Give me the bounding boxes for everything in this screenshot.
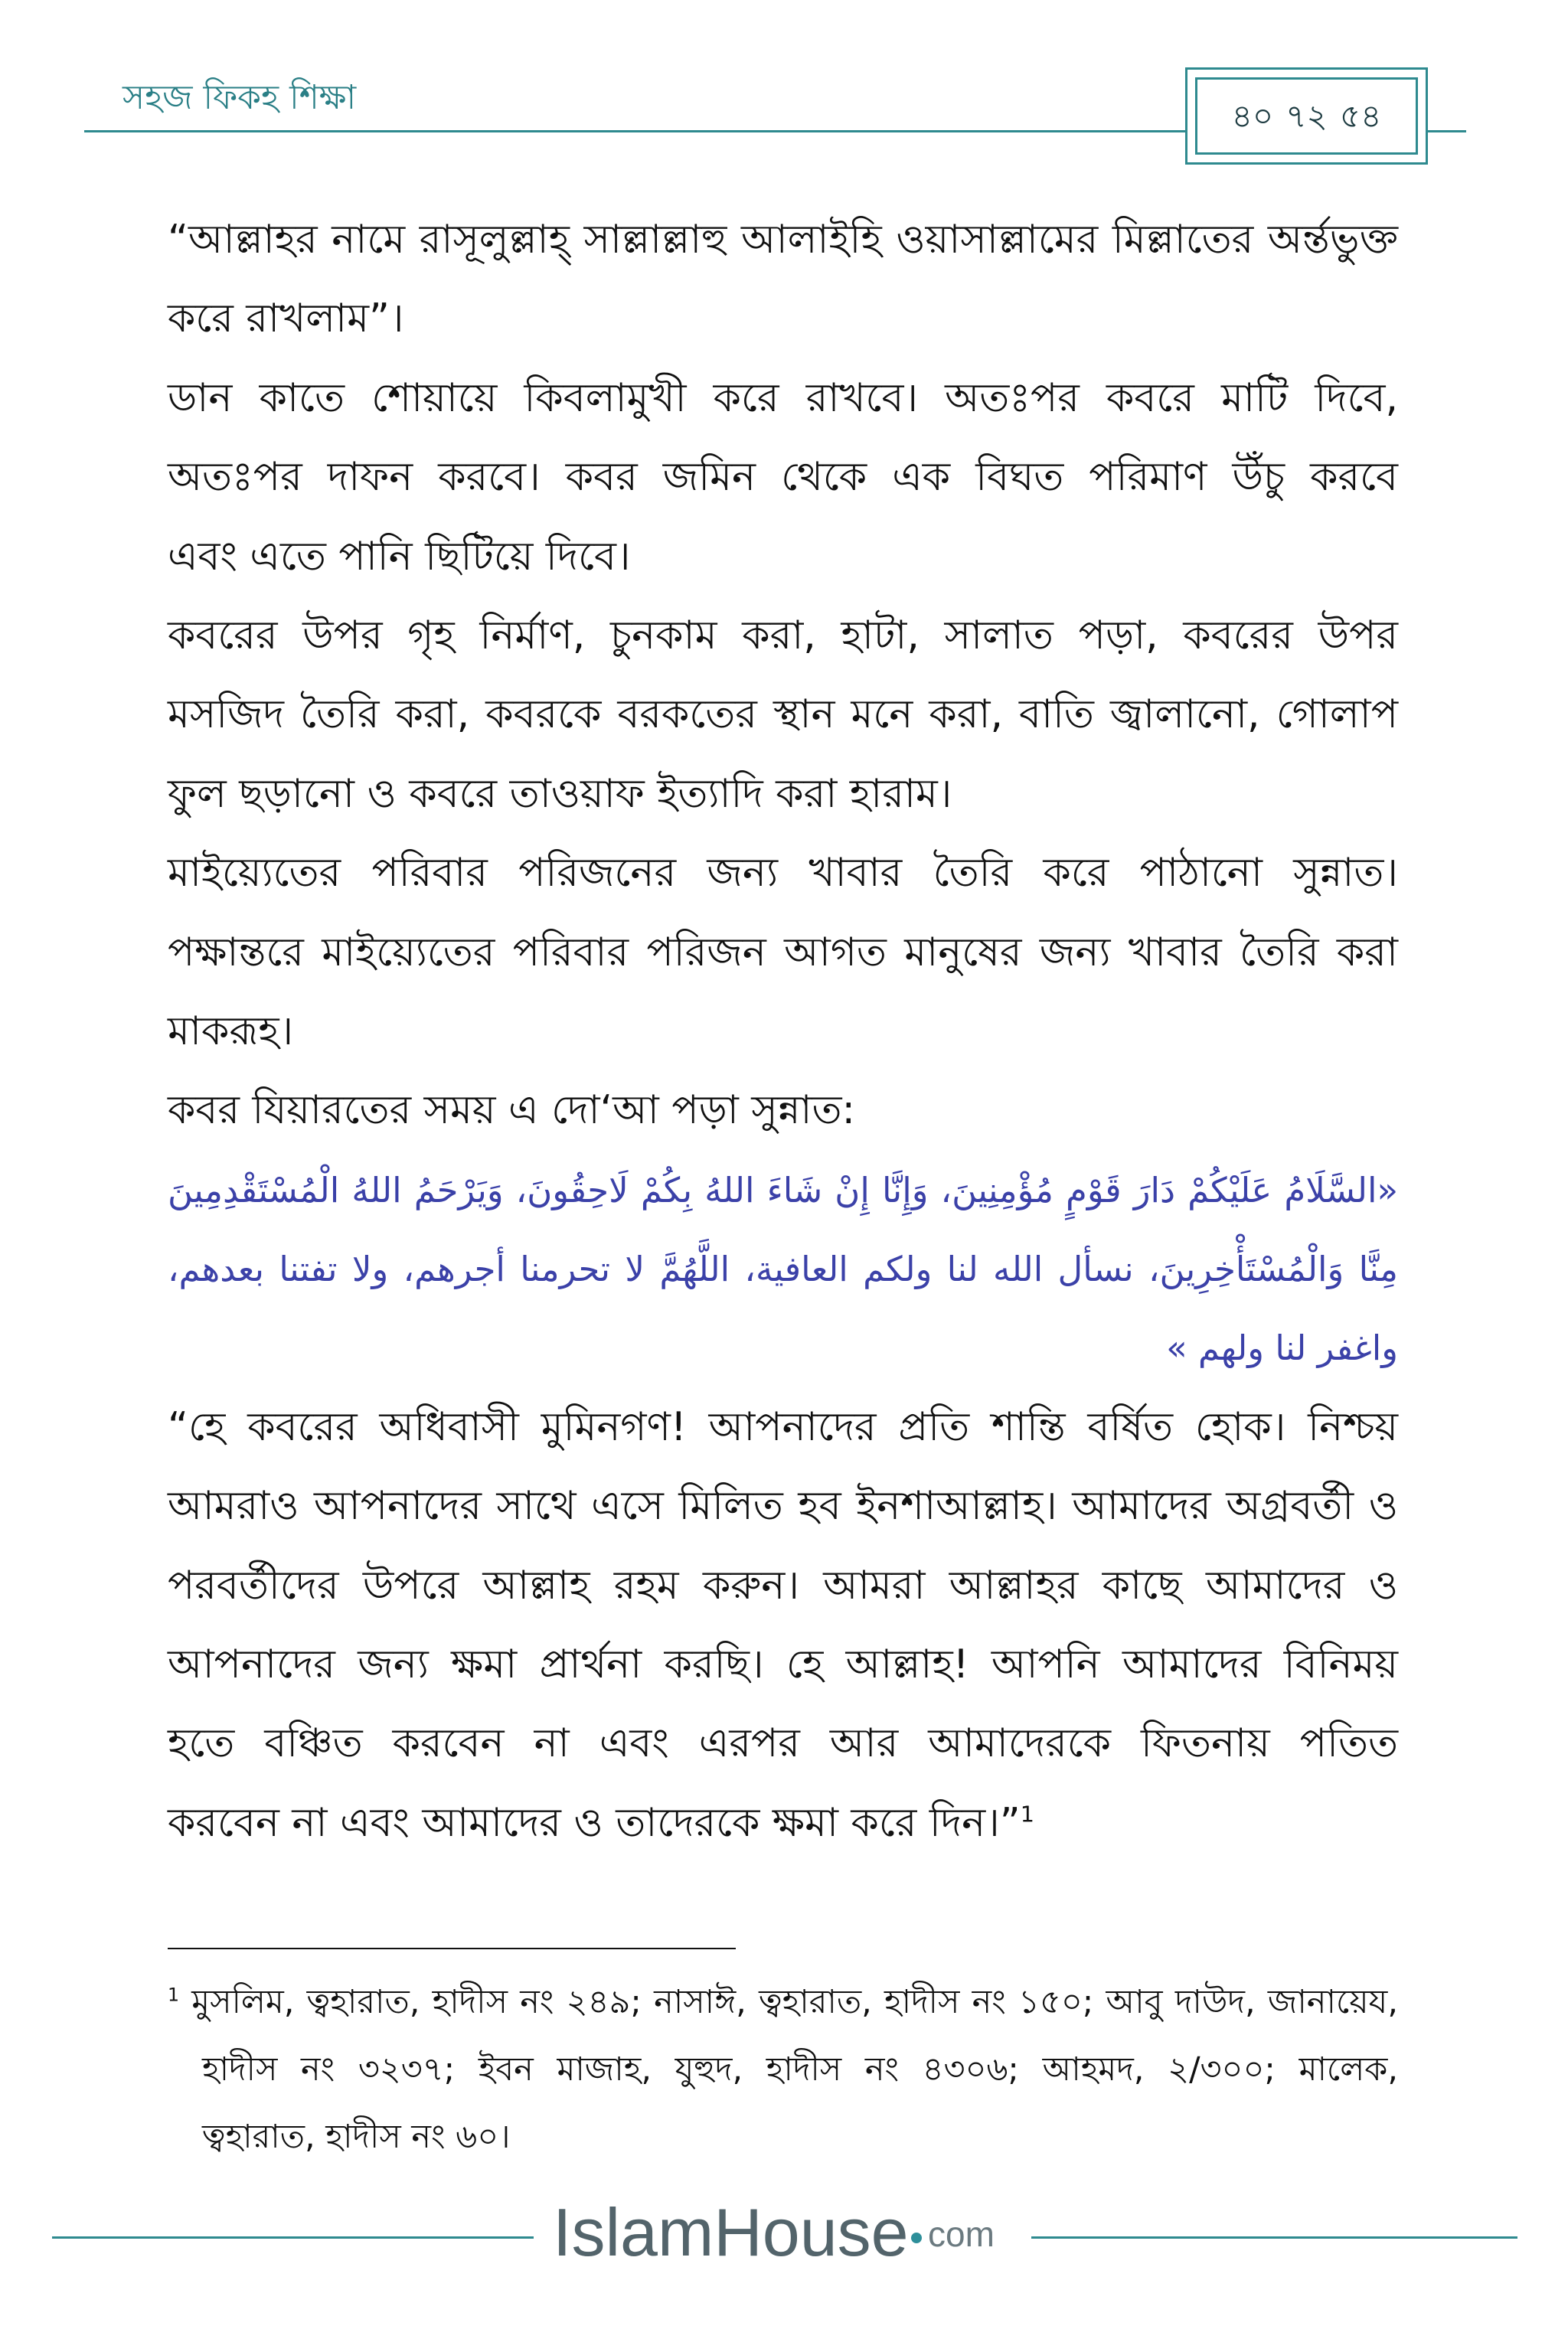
footnote-line: ত্বহারাত, হাদীস নং ৬০। xyxy=(202,2118,511,2156)
text-line: করে রাখলাম”। xyxy=(168,296,404,342)
paragraph xyxy=(168,834,1398,1071)
text-line: মাকরূহ। xyxy=(168,1008,294,1054)
paragraph xyxy=(168,1071,1398,1150)
arabic-dua-line: واغفر لنا ولهم » xyxy=(1166,1328,1398,1369)
page-number-frame xyxy=(1195,77,1418,155)
footnote-line: হাদীস নং ৩২৩৭; ইবন মাজাহ, যুহুদ, হাদীস নং ৪৩০৬; আহমদ, ২/৩০০; মালেক, xyxy=(202,2050,1398,2089)
text-line: “আল্লাহর নামে রাসূলুল্লাহ্ সাল্লাল্লাহু আলাইহি ওয়াসাল্লামের মিল্লাতের অর্ন্তভুক্ত xyxy=(168,217,1398,263)
text-line: ডান কাতে শোয়ায়ে কিবলামুখী করে রাখবে। অতঃপর কবরে মাটি দিবে, xyxy=(168,374,1398,421)
text-line: আপনাদের জন্য ক্ষমা প্রার্থনা করছি। হে আল্লাহ! আপনি আমাদের বিনিময় xyxy=(168,1642,1398,1688)
paragraph xyxy=(168,596,1398,834)
header-rule-end xyxy=(1428,130,1466,132)
text-line: মাইয়্যেতের পরিবার পরিজনের জন্য খাবার তৈরি করে পাঠানো সুন্নাত। xyxy=(168,850,1398,897)
brand-domain-suffix: com xyxy=(928,2214,995,2254)
footnote-separator xyxy=(168,1948,736,1949)
main-text xyxy=(168,201,1398,1863)
page-number-box xyxy=(1185,67,1428,165)
footnote-line xyxy=(168,1968,1398,2036)
brand-logo-text: IslamHouse xyxy=(553,2194,909,2270)
footnote-marker: 1 xyxy=(168,1984,180,2006)
text-line: হতে বঞ্চিত করবেন না এবং এরপর আর আমাদেরকে ফিতনায় পতিত xyxy=(168,1720,1398,1767)
text-line: পরবর্তীদের উপরে আল্লাহ রহম করুন। আমরা আল্লাহর কাছে আমাদের ও xyxy=(168,1562,1398,1609)
page-number-ornament-right: ৫৪ xyxy=(1339,96,1382,135)
footer-rule-left xyxy=(52,2236,534,2239)
text-line-content: করবেন না এবং আমাদের ও তাদেরকে ক্ষমা করে দিন।” xyxy=(168,1799,1021,1846)
text-line: আমরাও আপনাদের সাথে এসে মিলিত হব ইনশাআল্লাহ। আমাদের অগ্রবর্তী ও xyxy=(168,1483,1398,1530)
header-rule xyxy=(84,130,1185,132)
text-line: মসজিদ তৈরি করা, কবরকে বরকতের স্থান মনে করা, বাতি জ্বালানো, গোলাপ xyxy=(168,691,1398,738)
text-line: কবরের উপর গৃহ নির্মাণ, চুনকাম করা, হাটা, সালাত পড়া, কবরের উপর xyxy=(168,612,1398,658)
brand-dot-icon xyxy=(911,2233,922,2243)
footnote-reference: 1 xyxy=(1020,1801,1034,1828)
arabic-dua xyxy=(168,1151,1398,1388)
text-line xyxy=(168,1784,1398,1863)
page-number: ৭২ xyxy=(1285,96,1328,135)
text-line: “হে কবরের অধিবাসী মুমিনগণ! আপনাদের প্রতি শান্তি বর্ষিত হোক। নিশ্চয় xyxy=(168,1403,1398,1450)
text-line: ফুল ছড়ানো ও কবরে তাওয়াফ ইত্যাদি করা হারাম। xyxy=(168,770,952,817)
arabic-dua-line: «السَّلَامُ عَلَيْكُمْ دَارَ قَوْمٍ مُؤْمِنِينَ، وَإِنَّا إِنْ شَاءَ اللهُ بِكُمْ لَاحِقُونَ، وَيَرْحَمُ اللهُ الْمُسْتَقْدِمِينَ xyxy=(168,1169,1398,1210)
text-line: কবর যিয়ারতের সময় এ দো‘আ পড়া সুন্নাত: xyxy=(168,1087,856,1134)
dua-translation xyxy=(168,1388,1398,1863)
paragraph xyxy=(168,359,1398,596)
footnote-text: মুসলিম, ত্বহারাত, হাদীস নং ২৪৯; নাসাঈ, ত্বহারাত, হাদীস নং ১৫০; আবু দাউদ, জানায়েয, xyxy=(191,1983,1398,2021)
text-line: এবং এতে পানি ছিটিয়ে দিবে। xyxy=(168,533,631,580)
arabic-dua-line: مِنَّا وَالْمُسْتَأْخِرِينَ، نسأل الله لنا ولكم العافية، اللَّهُمَّ لا تحرمنا أجرهم، ولا تفتنا بعدهم، xyxy=(168,1249,1398,1290)
footnotes xyxy=(168,1968,1398,2171)
paragraph xyxy=(168,201,1398,359)
text-line: পক্ষান্তরে মাইয়্যেতের পরিবার পরিজন আগত মানুষের জন্য খাবার তৈরি করা xyxy=(168,929,1398,975)
footer-rule-right xyxy=(1031,2236,1517,2239)
running-title: সহজ ফিকহ শিক্ষা xyxy=(122,78,357,117)
text-line: অতঃপর দাফন করবে। কবর জমিন থেকে এক বিঘত পরিমাণ উঁচু করবে xyxy=(168,454,1398,501)
page-number-ornament-left: ৪০ xyxy=(1231,96,1274,135)
